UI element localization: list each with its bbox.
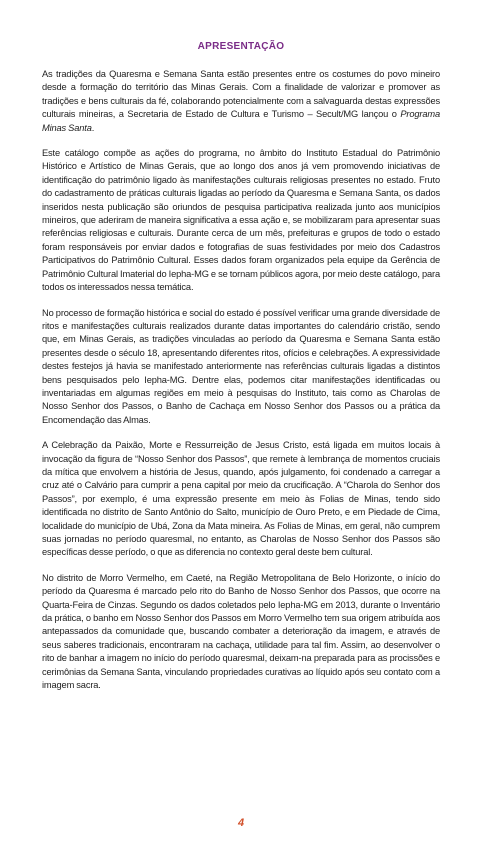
paragraph-intro	[42, 68, 440, 135]
paragraph-text: As tradições da Quaresma e Semana Santa estão presentes entre os costumes do povo mineiro desde a formação do território das Minas Gerais. Com a finalidade de valorizar e promover as tradições e bens culturais da fé, colaborando potencialmente com a salvaguarda destas expressões culturais mineiras, a Secretaria de Estado de Cultura e Turismo – Secult/MG lançou o	[42, 69, 440, 120]
body-text	[42, 68, 440, 704]
paragraph-celebration: A Celebração da Paixão, Morte e Ressurreição de Jesus Cristo, está ligada em muitos locais à invocação da figura de “Nosso Senhor dos Passos”, que remete à lembrança de momentos cruciais da mítica que envolvem a história de Jesus, quando, após julgamento, foi condenado a carregar a cruz até o Calvário para cumprir a pena capital por meio da crucificação. A “Charola do Senhor dos Passos”, por exemplo, é uma expressão presente em meio às Folias de Minas, tendo sido identificada no distrito de Santo Antônio do Salto, município de Ouro Preto, e em Piedade de Cima, localidade do município de Ubá, Zona da Mata mineira. As Folias de Minas, em geral, não cumprem suas jornadas no período quaresmal, no entanto, as Charolas de Nosso Senhor dos Passos são específicas desse período, o que as diferencia no contexto geral deste bem cultural.	[42, 440, 440, 558]
paragraph-history: No processo de formação histórica e social do estado é possível verificar uma grande diversidade de ritos e manifestações culturais realizados durante datas importantes do calendário cristão, sendo que, em Minas Gerais, as tradições vinculadas ao período da Quaresma e Semana Santa estão presentes desde o século 18, apresentando diferentes ritos, ofícios e celebrações. A expressividade destes festejos já havia se manifestado anteriormente nas referências culturais ligadas a distintos bens pesquisados pelo Iepha-MG. Dentre elas, podemos citar manifestações identificadas ou inventariadas em algumas regiões em meio à pesquisas do Instituto, tais como as Charolas de Nosso Senhor dos Passos, o Banho de Cachaça em Nosso Senhor dos Passos ou a prática da Encomendação das Almas.	[42, 307, 440, 425]
page-title: APRESENTAÇÃO	[197, 41, 285, 52]
paragraph-morro-vermelho: No distrito de Morro Vermelho, em Caeté, na Região Metropolitana de Belo Horizonte, o início do período da Quaresma é marcado pelo rito do Banho de Nosso Senhor dos Passos, que ocorre na Quarta-Feira de Cinzas. Segundo os dados coletados pelo Iepha-MG em 2013, durante o Inventário da prática, o banho em Nosso Senhor dos Passos em Morro Vermelho tem sua origem atribuída aos antepassados da comunidade que, buscando combater a deterioração da imagem, e através de seus saberes tradicionais, encontraram na cachaça, utilidade para tal fim. Assim, ao desenvolver o rito de banhar a imagem no início do período quaresmal, deixam-na preparada para as procissões e cerimônias da Semana Santa, vinculando propriedades curativas ao líquido após seu contato com a imagem sacra.	[42, 572, 440, 691]
program-name: Programa Minas Santa	[42, 109, 440, 133]
paragraph-tail: .	[91, 122, 95, 133]
page-number: 4	[237, 817, 245, 829]
paragraph-catalog: Este catálogo compõe as ações do programa, no âmbito do Instituto Estadual do Patrimônio Histórico e Artístico de Minas Gerais, que ao longo dos anos já vem promovendo iniciativas de identificação do patrimônio ligado às manifestações culturais religiosas presentes no estado. Fruto do cadastramento de práticas culturais ligadas ao período da Quaresma e Semana Santa, os dados inseridos nesta publicação são oriundos de pesquisa participativa realizada junto aos municípios mineiros, que aderiram de maneira significativa a essa ação e, se mobilizaram para apresentar suas referências religiosas e culturais. Durante cerca de um mês, prefeituras e grupos de todo o estado foram responsáveis por enviar dados e fotografias de suas festividades por meio dos Cadastros Participativos do Patrimônio Cultural. Esses dados foram organizados pela equipe da Gerência de Patrimônio Cultural Imaterial do Iepha-MG e se tornam públicos agora, por meio deste catálogo, para todos os interessados nessa temática.	[42, 148, 440, 293]
